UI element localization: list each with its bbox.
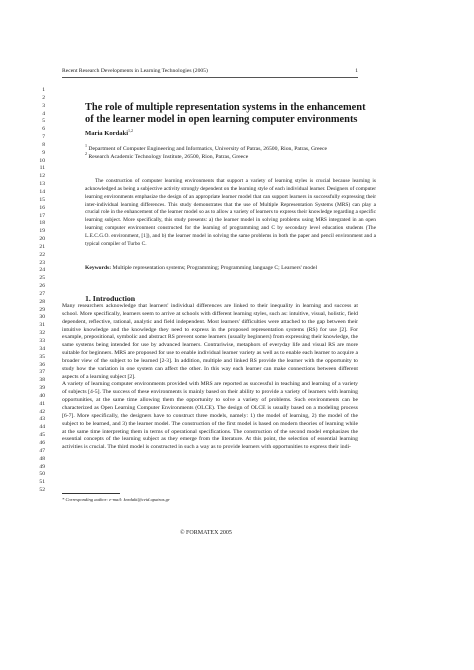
line-number: 52 [39, 487, 45, 494]
line-number: 36 [39, 361, 45, 368]
affiliation-text: Department of Computer Engineering and Informatics, University of Patras, 26500, Rion, Patras, Greece [88, 145, 328, 152]
line-number: 24 [39, 267, 45, 274]
line-number: 35 [39, 353, 45, 360]
line-number: 23 [39, 259, 45, 266]
affiliation-2 [85, 150, 248, 161]
author-line [85, 128, 133, 137]
journal-name: Recent Research Developments in Learning Technologies (2005) [62, 68, 208, 74]
line-number: 2 [42, 94, 45, 101]
line-number: 30 [39, 314, 45, 321]
page-number: 1 [355, 68, 358, 74]
affiliation-mark: 1 [85, 143, 87, 148]
line-number: 8 [42, 141, 45, 148]
line-number: 47 [39, 447, 45, 454]
header-rule [62, 77, 358, 78]
line-number: 51 [39, 479, 45, 486]
line-number: 5 [42, 118, 45, 125]
line-number: 49 [39, 463, 45, 470]
line-number: 20 [39, 236, 45, 243]
line-number: 38 [39, 377, 45, 384]
line-numbers [35, 87, 45, 495]
line-number: 41 [39, 400, 45, 407]
line-number: 44 [39, 424, 45, 431]
line-number: 11 [39, 165, 45, 172]
line-number: 48 [39, 455, 45, 462]
body-text [62, 303, 358, 452]
line-number: 4 [42, 110, 45, 117]
line-number: 32 [39, 330, 45, 337]
footnote-rule [62, 493, 120, 494]
line-number: 45 [39, 432, 45, 439]
author-name: Maria Kordaki [85, 130, 129, 138]
paper-title: The role of multiple representation systems in the enhancement of the learner model in open learning computer environments [85, 102, 366, 125]
line-number: 19 [39, 228, 45, 235]
keywords [85, 265, 376, 271]
line-number: 1 [42, 87, 45, 93]
line-number: 26 [39, 283, 45, 290]
line-number: 46 [39, 439, 45, 446]
affiliation-mark: 2 [85, 151, 87, 156]
line-number: 25 [39, 275, 45, 282]
body-paragraph-2: A variety of learning computer environments provided with MRS are reported as successful in teaching and learning of a variety of subjects [4-5]. The success of these environments is mainly based on their ability to provide a variety of learners with learning opportunities, at the same time allowing them the opportunity to solve a variety of problems. Such environments can be characterized as Open Learning Computer Environments (OLCE). The design of OLCE is usually based on a modeling process [6-7]. More specifically, the designers have to construct three models, namely: 1) the model of learning, 2) the model of the subject to be learned, and 3) the learner model. The construction of the first model is based on modern theories of learning while at the same time interpreting them in terms of operational specifications. The construction of the second model emphasizes the essential concepts of the learning subject as they emerge from the literature. At this point, the selection of essential learning activities is crucial. The third model is constructed in such a way as to provide learners with opportunities to express their indi- [62, 381, 358, 451]
line-number: 15 [39, 196, 45, 203]
line-number: 3 [42, 102, 45, 109]
line-number: 29 [39, 306, 45, 313]
line-number: 34 [39, 345, 45, 352]
line-number: 9 [42, 149, 45, 156]
line-number: 28 [39, 298, 45, 305]
line-number: 50 [39, 471, 45, 478]
line-number: 14 [39, 188, 45, 195]
line-number: 6 [42, 126, 45, 133]
line-number: 21 [39, 243, 45, 250]
footnote: * Corresponding author: e-mail: kordaki@ceid.upatras.gr [62, 497, 170, 502]
line-number: 16 [39, 204, 45, 211]
line-number: 40 [39, 392, 45, 399]
line-number: 43 [39, 416, 45, 423]
line-number: 13 [39, 181, 45, 188]
line-number: 37 [39, 369, 45, 376]
keywords-text: Multiple representation systems; Programming; Programming language C; Learners' model [112, 265, 318, 271]
copyright-footer: © FORMATEX 2005 [180, 530, 232, 536]
line-number: 7 [42, 134, 45, 141]
line-number: 17 [39, 212, 45, 219]
abstract-text: The construction of computer learning environments that support a variety of learning styles is crucial because learning is acknowledged as being a subjective activity strongly dependent on the learning style of each individual learner. Designers of computer learning environments emphasize the design of an appropriate learner model that can support learners in successfully expressing their inter-individual learning differences. This study demonstrates that the use of Multiple Representation Systems (MRS) can play a crucial role in the enhancement of the learner model so as to allow a variety of learners to express their knowledge regarding a specific learning subject. More specifically, this study presents: a) the learner model in solving problems using MRS integrated in an open learning computer environment constructed for the learning of programming and C by secondary level education students (The L.E.C.G.O. environment, [1]), and b) the learner model in solving the same problems in both the paper and pencil environment and a typical compiler of Turbo C. [85, 178, 376, 247]
line-number: 10 [39, 157, 45, 164]
affiliation-text: Research Academic Technology Institute, 26500, Rion, Patras, Greece [88, 153, 249, 160]
section-heading: 1. Introduction [85, 294, 136, 303]
line-number: 31 [39, 322, 45, 329]
line-number: 22 [39, 251, 45, 258]
line-number: 33 [39, 338, 45, 344]
line-number: 27 [39, 290, 45, 297]
line-number: 39 [39, 385, 45, 392]
line-number: 18 [39, 220, 45, 227]
body-paragraph-1: Many researchers acknowledge that learners' individual differences are linked to their inequality in learning and success at school. More specifically, learners seem to arrive at schools with different learning styles, such as: intuitive, visual, holistic, field dependent, reflective, rational, analytic and field independent. Most learners' difficulties were attached to the gap between their intuitive knowledge and the knowledge they need to express in the proposed representation systems (RS) for use [2]. For example, prepositional, symbolic and abstract RS prevent some learners (usually beginners) from expressing their knowledge, the same systems being intended for use by advanced learners. Contrariwise, metaphors of everyday life and visual RS are more suitable for beginners. MRS are proposed for use to enable individual learner variety as well as to enable each learner to acquire a broader view of the subject to be learned [2-3]. In addition, multiple and linked RS provide the learner with the opportunity to study how the variation in one system can affect the other. In this way each learner can make connections between different aspects of a learning subject [2]. [62, 303, 358, 380]
keywords-label: Keywords: [85, 265, 112, 271]
abstract [85, 178, 376, 249]
line-number: 42 [39, 408, 45, 415]
line-number: 12 [39, 173, 45, 180]
author-affiliation-marks: 1,2 [128, 128, 134, 133]
running-header [62, 68, 358, 74]
